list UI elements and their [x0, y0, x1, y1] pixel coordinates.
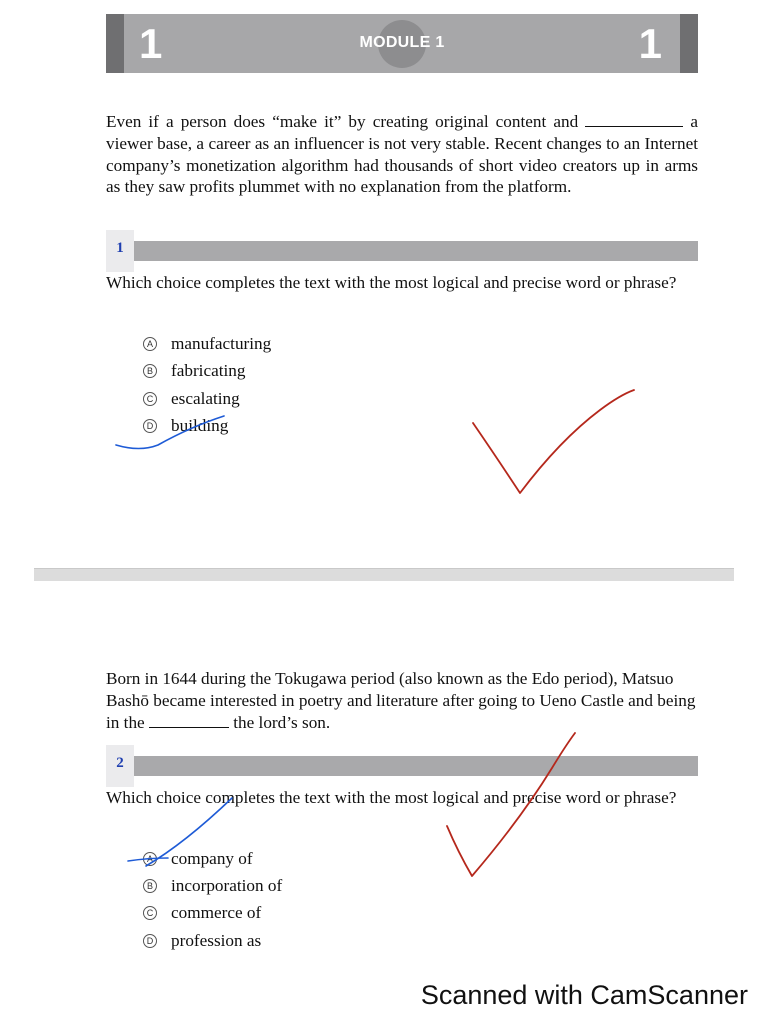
choice-letter-a: A — [143, 337, 157, 351]
q2-choice-a[interactable] — [143, 848, 253, 870]
choice-letter-c: C — [143, 392, 157, 406]
page-divider — [34, 568, 734, 581]
choice-text: incorporation of — [171, 876, 283, 895]
passage-1-blank — [585, 112, 683, 127]
scanner-watermark: Scanned with CamScanner — [420, 980, 748, 1010]
choice-letter-a: A — [143, 852, 157, 866]
question-number: 1 — [116, 240, 124, 256]
choice-text: fabricating — [171, 361, 246, 380]
choice-letter-d: D — [143, 419, 157, 433]
q2-choice-d[interactable] — [143, 930, 261, 952]
choice-text: company of — [171, 849, 253, 868]
choice-letter-b: B — [143, 364, 157, 378]
question-2-bar — [106, 756, 698, 776]
choice-letter-c: C — [143, 906, 157, 920]
passage-2-before-blank: Born in 1644 during the Tokugawa period (also known as the Edo period), Matsuo Bashō became interested in poetry and literature after going to Ueno Castle and being in the — [106, 669, 696, 732]
q1-choice-d[interactable] — [143, 415, 228, 437]
question-1-prompt: Which choice completes the text with the most logical and precise word or phrase? — [106, 273, 677, 292]
choice-letter-d: D — [143, 934, 157, 948]
question-2-prompt: Which choice completes the text with the most logical and precise word or phrase? — [106, 788, 677, 807]
passage-1-before-blank: Even if a person does “make it” by creating original content and — [106, 112, 579, 131]
choice-text: commerce of — [171, 903, 262, 922]
passage-2-after-blank: the lord’s son. — [233, 712, 331, 732]
checkmark-q1 — [473, 390, 634, 493]
module-banner — [106, 14, 698, 73]
passage-1-after-blank: a viewer base, a career as an influencer is not very stable. Recent changes to an Internet company’s monetization algorithm had thousands of short video creators up in arms as they saw profits plummet with no explanation from the platform. — [106, 112, 699, 197]
choice-text: escalating — [171, 389, 240, 408]
q1-choice-c[interactable] — [143, 388, 240, 410]
question-number: 2 — [116, 755, 124, 771]
choice-text: profession as — [171, 931, 262, 950]
choice-letter-b: B — [143, 879, 157, 893]
q1-choice-a[interactable] — [143, 333, 271, 355]
choice-text: building — [171, 416, 229, 435]
passage-2 — [106, 668, 698, 733]
q2-choice-c[interactable] — [143, 902, 261, 924]
passage-2-blank — [149, 713, 229, 728]
passage-1 — [106, 111, 698, 198]
module-title: MODULE 1 — [359, 34, 445, 51]
choice-text: manufacturing — [171, 334, 272, 353]
q1-choice-b[interactable] — [143, 360, 245, 382]
module-number-right: 1 — [638, 20, 662, 67]
module-number-left: 1 — [139, 20, 163, 67]
question-1-bar — [106, 241, 698, 261]
q2-choice-b[interactable] — [143, 875, 282, 897]
